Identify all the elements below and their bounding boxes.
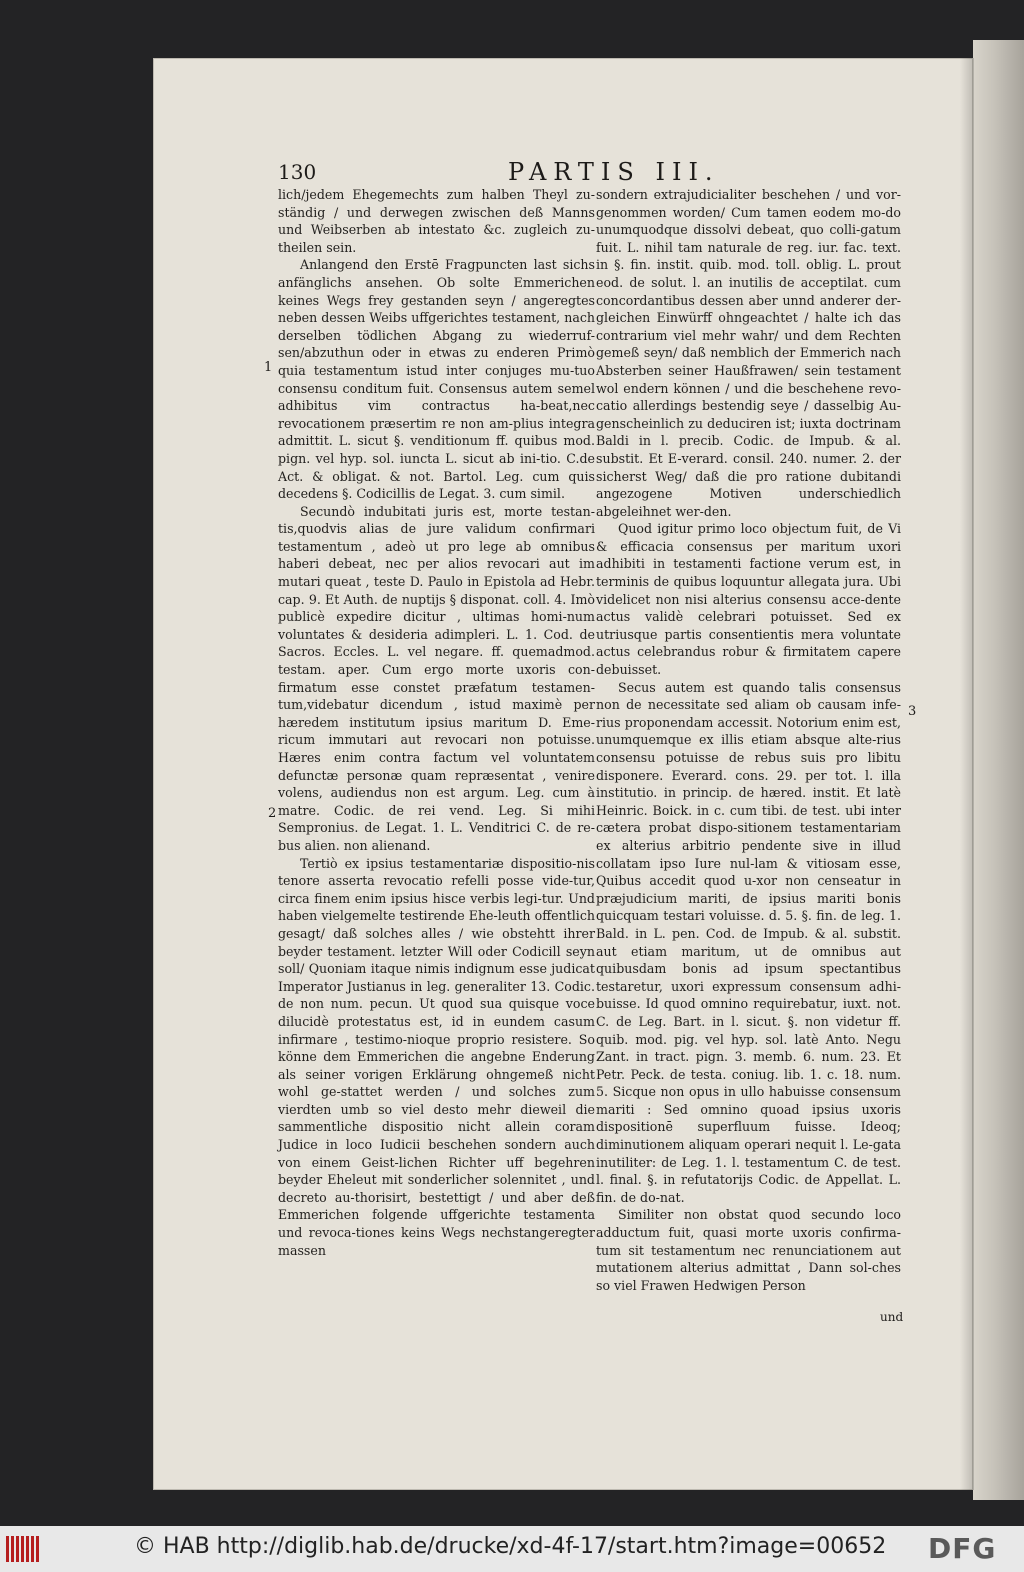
margin-number: 1 bbox=[264, 360, 273, 375]
margin-number: 3 bbox=[908, 704, 917, 719]
paragraph: Secus autem est quando talis consensus non de necessitate sed aliam ob causam infe-rius proponendam accessit. Notorium enim est, unumquemque ex illis etiam absque alte-rius consensu potuisse de rebus suis pro libitu disponere. Everard. cons. 29. per tot. l. illa institutio. in princip. de hæred. instit. Et latè Heinric. Boick. in c. cum tibi. de test. ubi inter cætera probat dispo-sitionem testamentariam ex alterius arbitrio pendente sive in illud collatam ipso Iure nul-lam & vitiosam esse, Quibus accedit quod u-xor non censeatur in præjudicium mariti, de ipsius mariti bonis quicquam testari voluisse. d. 5. §. fin. de leg. 1. Bald. in L. pen. Cod. de Impub. & al. substit. aut etiam maritum, ut de omnibus aut quibusdam bonis ad ipsum spectantibus testaretur, uxori expressum consensum adhi-buisse. Id quod omnino requirebatur, iuxt. not. C. de Leg. Bart. in l. sicut. §. non videtur ff. quib. mod. pig. vel hyp. sol. latè Anto. Negu Zant. in tract. pign. 3. memb. 6. num. 23. Et Petr. Peck. de testa. coniug. lib. 1. c. 18. num. 5. Sicque non opus in ullo habuisse consensum mariti : Sed omnino quoad ipsius uxoris dispositionē superfluum fuisse. Ideoq; diminutionem aliquam operari nequit l. Le-gata inutiliter: de Leg. 1. l. testamentum C. de test. l. final. §. in refutatorijs Codic. de Appellat. L. fin. de do-nat. bbox=[596, 679, 901, 1205]
viewer-footer bbox=[0, 1526, 1024, 1572]
dfg-logo: DFG bbox=[928, 1532, 997, 1565]
margin-number: 2 bbox=[268, 806, 277, 821]
running-head: PARTIS III. bbox=[508, 158, 720, 186]
catchword: und bbox=[880, 1310, 904, 1324]
paragraph: Anlangend den Erstē Fragpuncten last sichs anfänglichs ansehen. Ob solte Emmerichen keines Wegs frey gestanden seyn / angeregtes neben dessen Weibs uffgerichtes testament, nach derselben tödlichen Abgang zu wiederruf-sen/abzuthun oder in etwas zu enderen Primò quia testamentum istud inter conjuges mu-tuo consensu conditum fuit. Consensus autem semel adhibitus vim contractus ha-beat,nec revocationem præsertim re non am-plius integra admittit. L. sicut §. venditionum ff. quibus mod. pign. vel hyp. sol. iuncta L. sicut ab ini-tio. C.de Act. & obligat. & not. Bartol. Leg. cum quis decedens §. Codicillis de Legat. 3. cum simil. bbox=[278, 257, 595, 502]
next-page-edge bbox=[973, 40, 1024, 1500]
source-link[interactable]: © HAB http://diglib.hab.de/drucke/xd-4f-17/start.htm?image=00652 bbox=[134, 1534, 887, 1559]
paragraph: sondern extrajudicialiter beschehen / und vor-genommen worden/ Cum tamen eodem mo-do unumquodque dissolvi debeat, quo colli-gatum fuit. L. nihil tam naturale de reg. iur. fac. text. in §. fin. instit. quib. mod. toll. oblig. L. prout eod. de solut. l. an inutilis de acceptilat. cum concordantibus dessen aber unnd anderer der-gleichen Einwürff ohngeachtet / halte ich das contrarium viel mehr wahr/ und dem Rechten gemeß seyn/ daß nemblich der Emmerich nach Absterben seiner Haußfrawen/ sein testament wol endern können / und die beschehene revo-catio allerdings bestendig seye / dasselbig Au-genscheinlich zu deduciren ist; iuxta doctrinam Baldi in l. precib. Codic. de Impub. & al. substit. Et E-verard. consil. 240. numer. 2. der sicherst Weg/ daß die pro ratione dubitandi angezogene Motiven underschiedlich abgeleihnet wer-den. bbox=[596, 187, 901, 519]
paragraph: Similiter non obstat quod secundo loco adductum fuit, quasi morte uxoris confirma-tum sit testamentum nec renunciationem aut mutationem alterius admittat , Dann sol-ches so viel Frawen Hedwigen Person bbox=[596, 1207, 901, 1293]
spine-shadow bbox=[960, 58, 974, 1490]
paragraph: Tertiò ex ipsius testamentariæ dispositio-nis tenore asserta revocatio refelli posse vide-tur, circa finem enim ipsius hisce verbis legi-tur. Und haben vielgemelte testirende Ehe-leuth offentlich gesagt/ daß solches alles / wie obstehtt ihrer beyder testament. letzter Will oder Codicill seyn soll/ Quoniam itaque nimis indignum esse judicat Imperator Justianus in leg. generaliter 13. Codic. de non num. pecun. Ut quod sua quisque voce dilucidè protestatus est, id in eundem casum infirmare , testimo-nioque proprio resistere. So könne dem Emmerichen die angebne Enderung als seiner vorigen Erklärung ohngemeß nicht wohl ge-stattet werden / und solches zum vierdten umb so viel desto mehr dieweil die sammentliche dispositio nicht allein coram Judice in loco Iudicii beschehen sondern auch von einem Geist-lichen Richter uff begehren beyder Eheleut mit sonderlicher solennitet , und decreto au-thorisirt, bestettigt / und aber deß Emmerichen folgende uffgerichte testamenta und revoca-tiones keins Wegs nechstangeregter massen bbox=[278, 855, 595, 1258]
paragraph: lich/jedem Ehegemechts zum halben Theyl zu-ständig / und derwegen zwischen deß Manns und Weibserben ab intestato &c. zugleich zu-theilen sein. bbox=[278, 187, 595, 255]
left-column bbox=[278, 186, 595, 1259]
paragraph: Quod igitur primo loco objectum fuit, de Vi & efficacia consensus per maritum uxori adhibiti in testamenti factione verum est, in terminis de quibus loquuntur allegata jura. Ubi videlicet non nisi alterius consensu acce-dente actus validè celebrari potuisset. Sed ex utriusque partis consentientis mera voluntate actus celebrandus robur & firmitatem capere debuisset. bbox=[596, 521, 901, 678]
right-column bbox=[596, 186, 901, 1294]
hab-logo-icon bbox=[6, 1536, 40, 1562]
page-number: 130 bbox=[278, 160, 317, 184]
paragraph: Secundò indubitati juris est, morte testan-tis,quodvis alias de jure validum confirmari testamentum , adeò ut pro lege ab omnibus haberi debeat, nec per alios revocari aut im mutari queat , teste D. Paulo in Epistola ad Hebr. cap. 9. Et Auth. de nuptijs § disponat. coll. 4. Imò publicè expedire dicitur , ultimas homi-num voluntates & desideria adimpleri. L. 1. Cod. de Sacros. Eccles. L. vel negare. ff. quemadmod. testam. aper. Cum ergo morte uxoris con-firmatum esse constet præfatum testamen-tum,videbatur dicendum , istud maximè per hæredem institutum ipsius maritum D. Eme-ricum immutari aut revocari non potuisse. Hæres enim contra factum vel voluntatem defunctæ personæ quam repræsentat , venire volens, audiendus non est argum. Leg. cum à matre. Codic. de rei vend. Leg. Si mihi Sempronius. de Legat. 1. L. Venditrici C. de re-bus alien. non alienand. bbox=[278, 503, 595, 853]
